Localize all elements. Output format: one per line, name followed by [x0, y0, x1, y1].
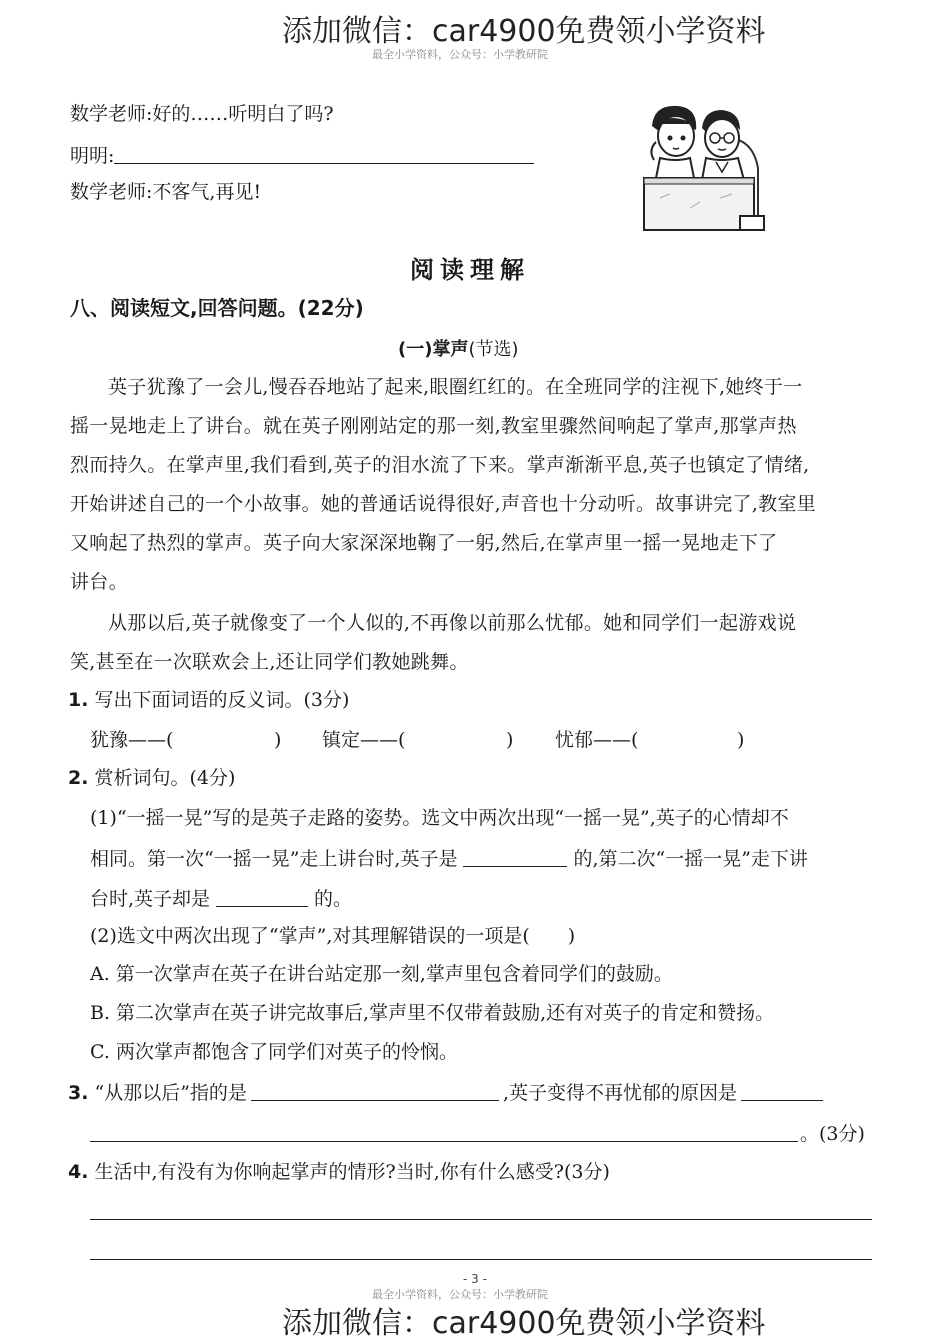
q1-word-1: 犹豫——( — [90, 729, 174, 751]
q2-sub2: (2)选文中两次出现了“掌声”,对其理解错误的一项是( ) — [90, 925, 576, 947]
question-4 — [68, 1160, 610, 1184]
q1-answer-2[interactable] — [416, 728, 506, 752]
q3-end: 。(3分) — [800, 1123, 865, 1145]
watermark-bottom: 添加微信：car4900免费领小学资料 — [282, 1306, 766, 1341]
question-3-text-b: ,英子变得不再忧郁的原因是 — [502, 1082, 737, 1104]
q2-sub1-line-2 — [90, 846, 808, 871]
dialogue-line-2 — [70, 143, 534, 168]
passage-p1-line-5: 又响起了热烈的掌声。英子向大家深深地鞠了一躬,然后,在掌声里一摇一晃地走下了 — [70, 532, 778, 554]
question-4-text: 生活中,有没有为你响起掌声的情形?当时,你有什么感受?(3分) — [94, 1161, 610, 1183]
q2-option-a[interactable]: A. 第一次掌声在英子在讲台站定那一刻,掌声里包含着同学们的鼓励。 — [90, 963, 673, 985]
watermark-bottom-faint: 最全小学资料，公众号：小学教研院 — [372, 1288, 548, 1301]
q2-blank-1[interactable] — [463, 846, 567, 867]
question-2 — [68, 766, 235, 790]
illustration-two-students — [640, 98, 770, 240]
q2-sub1-line-3a: 台时,英子却是 — [90, 888, 211, 910]
passage-p1-line-6: 讲台。 — [70, 571, 128, 593]
passage-p2-line-1: 从那以后,英子就像变了一个人似的,不再像以前那么忧郁。她和同学们一起游戏说 — [108, 612, 797, 634]
passage-title — [398, 335, 519, 361]
q1-close-2: ) — [506, 729, 514, 751]
passage-p1-line-2: 摇一晃地走上了讲台。就在英子刚刚站定的那一刻,教室里骤然间响起了掌声,那掌声热 — [70, 415, 797, 437]
passage-title-note: (节选) — [468, 339, 519, 360]
section-heading: 八、阅读短文,回答问题。(22分) — [70, 296, 364, 320]
q2-option-c[interactable]: C. 两次掌声都饱含了同学们对英子的怜悯。 — [90, 1041, 458, 1063]
q2-sub1-line-3 — [90, 886, 352, 911]
answer-blank-mingming[interactable] — [114, 143, 534, 164]
question-2-number: 2. — [68, 767, 89, 789]
question-4-number: 4. — [68, 1161, 89, 1183]
q3-answer-line[interactable] — [90, 1141, 798, 1142]
speaker-mingming: 明明: — [70, 145, 115, 167]
q2-sub1-line-3b: 的。 — [314, 888, 353, 910]
q1-answer-1[interactable] — [185, 728, 275, 752]
q4-answer-line-1[interactable] — [90, 1219, 872, 1220]
passage-p1-line-4: 开始讲述自己的一个小故事。她的普通话说得很好,声音也十分动听。故事讲完了,教室里 — [70, 493, 817, 515]
q2-sub1-line-1: (1)“一摇一晃”写的是英子走路的姿势。选文中两次出现“一摇一晃”,英子的心情却不 — [90, 807, 789, 829]
q1-close-3: ) — [737, 729, 745, 751]
question-1-number: 1. — [68, 689, 89, 711]
question-1-text: 写出下面词语的反义词。(3分) — [94, 689, 350, 711]
question-1 — [68, 688, 349, 712]
question-3-number: 3. — [68, 1082, 89, 1104]
section-title: 阅读理解 — [410, 256, 530, 284]
q3-blank-1[interactable] — [251, 1080, 499, 1101]
q2-blank-2[interactable] — [216, 886, 308, 907]
watermark-top: 添加微信：car4900免费领小学资料 — [282, 14, 766, 49]
passage-title-main: (一)掌声 — [398, 339, 469, 360]
q4-answer-line-2[interactable] — [90, 1259, 872, 1260]
passage-p1-line-3: 烈而持久。在掌声里,我们看到,英子的泪水流了下来。掌声渐渐平息,英子也镇定了情绪, — [70, 454, 810, 476]
q1-close-1: ) — [274, 729, 282, 751]
q1-word-3: 忧郁——( — [555, 729, 639, 751]
q2-option-b[interactable]: B. 第二次掌声在英子讲完故事后,掌声里不仅带着鼓励,还有对英子的肯定和赞扬。 — [90, 1002, 775, 1024]
page-number: - 3 - — [463, 1272, 487, 1286]
question-2-text: 赏析词句。(4分) — [94, 767, 236, 789]
q2-sub1-line-2b: 的,第二次“一摇一晃”走下讲 — [573, 848, 808, 870]
passage-p1-line-1: 英子犹豫了一会儿,慢吞吞地站了起来,眼圈红红的。在全班同学的注视下,她终于一 — [108, 376, 803, 398]
dialogue-line-3: 数学老师:不客气,再见! — [70, 181, 262, 203]
q3-blank-2[interactable] — [741, 1080, 823, 1101]
watermark-top-faint: 最全小学资料，公众号：小学教研院 — [372, 48, 548, 61]
question-3 — [68, 1080, 823, 1105]
q2-sub1-line-2a: 相同。第一次“一摇一晃”走上讲台时,英子是 — [90, 848, 458, 870]
question-3-text-a: “从那以后”指的是 — [94, 1082, 247, 1104]
q1-answer-3[interactable] — [650, 728, 738, 752]
dialogue-line-1: 数学老师:好的……听明白了吗? — [70, 103, 334, 125]
passage-p2-line-2: 笑,甚至在一次联欢会上,还让同学们教她跳舞。 — [70, 651, 469, 673]
q1-word-2: 镇定——( — [322, 729, 406, 751]
